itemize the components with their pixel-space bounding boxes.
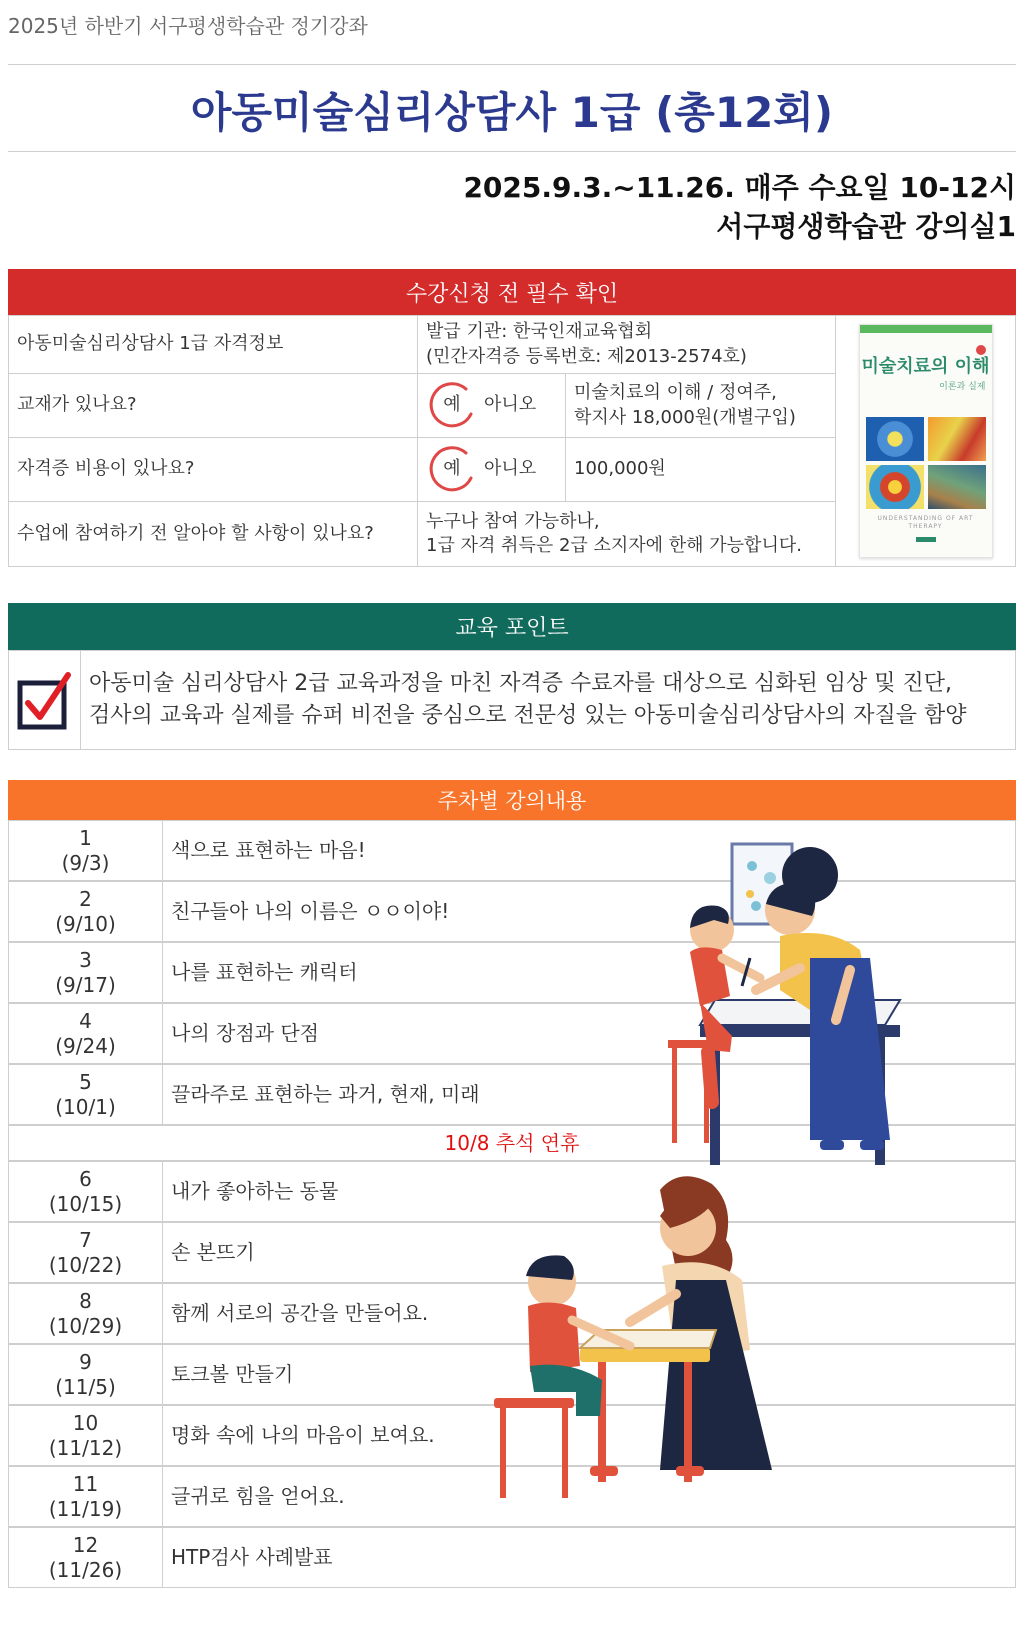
session-number: 6 (79, 1166, 92, 1191)
session-number-cell (8, 1222, 163, 1283)
session-number: 11 (72, 1471, 99, 1496)
checklist-choice-3 (417, 437, 566, 502)
checklist-question-3: 자격증 비용이 있나요? (8, 437, 418, 502)
holiday-row: 10/8 추석 연휴 (8, 1125, 1016, 1161)
yes-label: 예 (443, 394, 461, 416)
session-number: 12 (72, 1532, 99, 1557)
points-line: 검사의 교육과 실제를 슈퍼 비전을 중심으로 전문성 있는 아동미술심리상담사의 자질을 함양 (89, 703, 967, 728)
checkbox-check-icon (16, 669, 74, 731)
checklist-detail-2 (565, 373, 836, 438)
session-number: 5 (79, 1069, 92, 1094)
book-subtitle: 이론과 실제 (939, 382, 986, 392)
detail-line: 미술치료의 이해 / 정여주, (574, 382, 777, 404)
session-topic: 내가 좋아하는 동물 (162, 1161, 1016, 1222)
book-cover-image (859, 324, 993, 558)
checklist-heading: 수강신청 전 필수 확인 (8, 269, 1016, 315)
session-date: (10/29) (48, 1313, 123, 1338)
session-number: 7 (79, 1227, 92, 1252)
session-number-cell (8, 1466, 163, 1527)
session-number: 8 (79, 1288, 92, 1313)
answer-line: 발급 기관: 한국인재교육협회 (426, 321, 653, 343)
session-number-cell (8, 1161, 163, 1222)
session-number: 10 (72, 1410, 99, 1435)
session-date: (9/24) (55, 1033, 116, 1058)
checklist-question-2: 교재가 있나요? (8, 373, 418, 438)
page-subtitle: 2025년 하반기 서구평생학습관 정기강좌 (8, 14, 368, 38)
session-date: (10/15) (48, 1191, 123, 1216)
session-topic: 끌라주로 표현하는 과거, 현재, 미래 (162, 1064, 1016, 1125)
session-topic: 토크볼 만들기 (162, 1344, 1016, 1405)
session-date: (11/26) (48, 1557, 123, 1582)
session-number-cell (8, 1283, 163, 1344)
book-caption: UNDERSTANDING OF ART THERAPY (877, 515, 974, 531)
points-heading: 교육 포인트 (8, 603, 1016, 650)
answer-line: 1급 자격 취득은 2급 소지자에 한해 가능합니다. (426, 535, 802, 556)
session-number-cell (8, 820, 163, 881)
points-text-cell (80, 650, 1016, 750)
circled-yes-icon (426, 380, 478, 432)
teacher-child-painting-illustration (480, 1170, 800, 1510)
session-date: (11/12) (48, 1435, 123, 1460)
no-label: 아니오 (484, 394, 537, 416)
book-cover-cell (835, 315, 1016, 567)
session-number-cell (8, 881, 163, 942)
session-topic: 나의 장점과 단점 (162, 1003, 1016, 1064)
session-topic: 글귀로 힘을 얻어요. (162, 1466, 1016, 1527)
page-title: 아동미술심리상담사 1급 (총12회) (190, 88, 834, 137)
session-topic: 함께 서로의 공간을 만들어요. (162, 1283, 1016, 1344)
session-date: (11/5) (55, 1374, 116, 1399)
circled-yes-icon (426, 444, 478, 496)
session-number: 3 (79, 947, 92, 972)
session-date: (10/1) (55, 1094, 116, 1119)
points-icon-cell (8, 650, 81, 750)
book-title: 미술치료의 이해 (861, 356, 990, 377)
checklist-choice-2 (417, 373, 566, 438)
session-number-cell (8, 1344, 163, 1405)
teacher-child-drawing-illustration (660, 840, 1000, 1180)
session-number-cell (8, 1527, 163, 1588)
checklist-detail-3: 100,000원 (565, 437, 836, 502)
session-number-cell (8, 1405, 163, 1466)
detail-line: 학지사 18,000원(개별구입) (574, 406, 796, 428)
session-topic: 친구들아 나의 이름은 ㅇㅇ이야! (162, 881, 1016, 942)
session-date: (11/19) (48, 1496, 123, 1521)
weekly-heading: 주차별 강의내용 (8, 780, 1016, 820)
yes-label: 예 (443, 458, 461, 480)
session-number: 1 (79, 825, 92, 850)
answer-line: 누구나 참여 가능하나, (426, 510, 600, 532)
session-number-cell (8, 1064, 163, 1125)
session-topic: 명화 속에 나의 마음이 보여요. (162, 1405, 1016, 1466)
checklist-answer-1 (417, 315, 836, 374)
session-date: (9/10) (55, 911, 116, 936)
location-text: 서구평생학습관 강의실1 (716, 210, 1016, 243)
answer-line: (민간자격증 등록번호: 제2013-2574호) (426, 345, 747, 367)
points-line: 아동미술 심리상담사 2급 교육과정을 마친 자격증 수료자를 대상으로 심화된 임상 및 진단, (89, 671, 952, 697)
session-topic: 나를 표현하는 캐릭터 (162, 942, 1016, 1003)
session-topic: 손 본뜨기 (162, 1222, 1016, 1283)
session-number: 2 (79, 886, 92, 911)
session-topic: HTP검사 사례발표 (162, 1527, 1016, 1588)
session-date: (9/17) (55, 972, 116, 997)
session-number: 9 (79, 1349, 92, 1374)
schedule-text: 2025.9.3.~11.26. 매주 수요일 10-12시 (463, 171, 1016, 204)
session-date: (9/3) (61, 850, 110, 875)
session-number-cell (8, 1003, 163, 1064)
session-date: (10/22) (48, 1252, 123, 1277)
no-label: 아니오 (484, 458, 537, 480)
checklist-question-1: 아동미술심리상담사 1급 자격정보 (8, 315, 418, 374)
checklist-question-4: 수업에 참여하기 전 알아야 할 사항이 있나요? (8, 501, 418, 567)
session-topic: 색으로 표현하는 마음! (162, 820, 1016, 881)
session-number-cell (8, 942, 163, 1003)
checklist-answer-4 (417, 501, 836, 567)
session-number: 4 (79, 1008, 92, 1033)
